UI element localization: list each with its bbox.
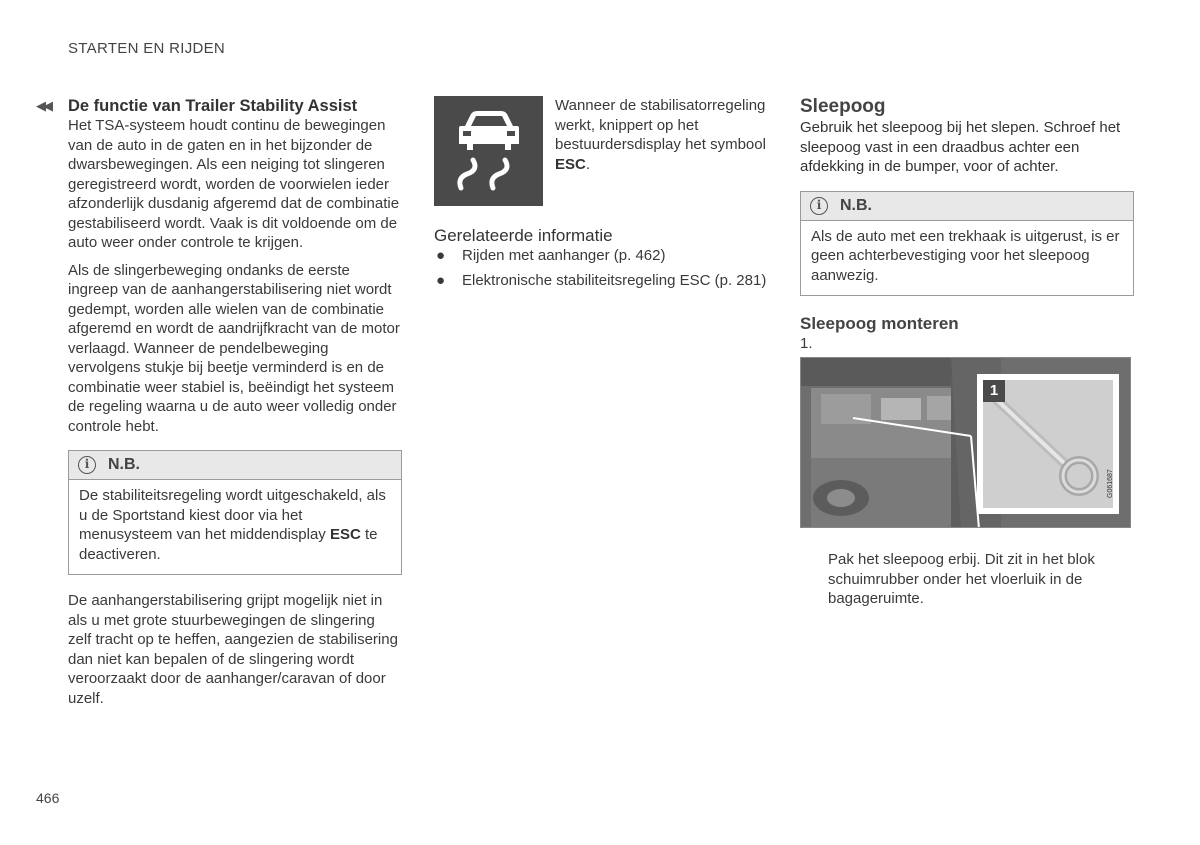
column-right xyxy=(800,96,1134,609)
tsa-title: De functie van Trailer Stability Assist xyxy=(68,97,358,115)
info-icon: i xyxy=(78,456,96,474)
mount-title: Sleepoog monteren xyxy=(800,314,959,333)
note-box-trekhaak xyxy=(800,191,1134,297)
note-text-before: De stabiliteitsregeling wordt uitgeschakeld, als u de Sportstand kiest door via het menusysteem van het middendisplay xyxy=(79,487,386,543)
esc-label: ESC xyxy=(555,155,586,173)
related-info-title: Gerelateerde informatie xyxy=(434,226,613,245)
column-left xyxy=(68,96,402,708)
stability-icon-description: Wanneer de stabilisatorregeling werkt, knippert op het bestuurdersdisplay het symbool ESC. xyxy=(555,97,766,173)
related-link-esc[interactable]: ● Elektronische stabiliteitsregeling ESC (p. 281) xyxy=(436,272,767,289)
related-info-list xyxy=(434,246,770,291)
tsa-paragraph-3: De aanhangerstabilisering grijpt mogelijk niet in als u met grote stuurbewegingen de slingering zelf tracht op te heffen, aangezien de stabilisering dan niet kan bepalen of de slingering wordt veroorzaakt door de aanhanger/caravan of door uzelf. xyxy=(68,592,398,707)
back-arrows-icon[interactable]: ◀◀ xyxy=(36,98,50,113)
tow-eye-figure xyxy=(800,357,1131,528)
related-link-trailer[interactable]: ● Rijden met aanhanger (p. 462) xyxy=(436,246,666,264)
note-label: N.B. xyxy=(108,456,140,474)
sleepoog-intro: Gebruik het sleepoog bij het slepen. Schroef het sleepoog vast in een draadbus achter een afdekking in de bumper, voor of achter. xyxy=(800,119,1121,175)
note-text-after: te deactiveren. xyxy=(79,526,378,563)
esc-label: ESC xyxy=(329,526,361,543)
note-header xyxy=(69,451,401,480)
page-number: 466 xyxy=(36,790,60,806)
section-header: STARTEN EN RIJDEN xyxy=(68,40,226,57)
bullet-icon: ● xyxy=(436,272,446,289)
note-body: Als de auto met een trekhaak is uitgerust, is er geen achterbevestiging voor het sleepoog aanwezig. xyxy=(811,227,1120,284)
note-header xyxy=(801,192,1133,221)
tsa-paragraph-1: Het TSA-systeem houdt continu de bewegingen van de auto in de gaten en in het bijzonder de dwarsbewegingen. Als een neiging tot slingeren geregistreerd wordt, worden de voorwielen ieder afzonderlijk dusdanig afgeremd dat de combinatie gestabiliseerd wordt. Vaak is dit voldoende om de auto weer onder controle te krijgen. xyxy=(68,117,400,251)
note-box-esc xyxy=(68,450,402,575)
note-label: N.B. xyxy=(840,196,872,214)
stability-control-icon xyxy=(434,96,543,206)
step-caption: Pak het sleepoog erbij. Dit zit in het blok schuimrubber onder het vloerluik in de bagageruimte. xyxy=(828,551,1095,607)
step-number: 1. xyxy=(800,334,813,352)
tsa-paragraph-2: Als de slingerbeweging ondanks de eerste ingreep van de aanhangerstabilisering niet wordt gedempt, worden alle wielen van de combinatie afgeremd en wordt de aandrijfkracht van de motor verlaagd. Wanneer de pendelbeweging vervolgens stukje bij beetje verminderd is en de combinatie weer stabiel is, beëindigt het systeem de regeling waarna u de auto weer volledig onder controle hebt. xyxy=(68,261,400,435)
info-icon: i xyxy=(810,197,828,215)
bullet-icon: ● xyxy=(436,246,446,264)
figure-code: G061687 xyxy=(1107,469,1114,498)
column-middle xyxy=(434,96,770,297)
note-body xyxy=(69,480,401,574)
sleepoog-title: Sleepoog xyxy=(800,96,886,117)
callout-number: 1 xyxy=(983,380,1005,402)
